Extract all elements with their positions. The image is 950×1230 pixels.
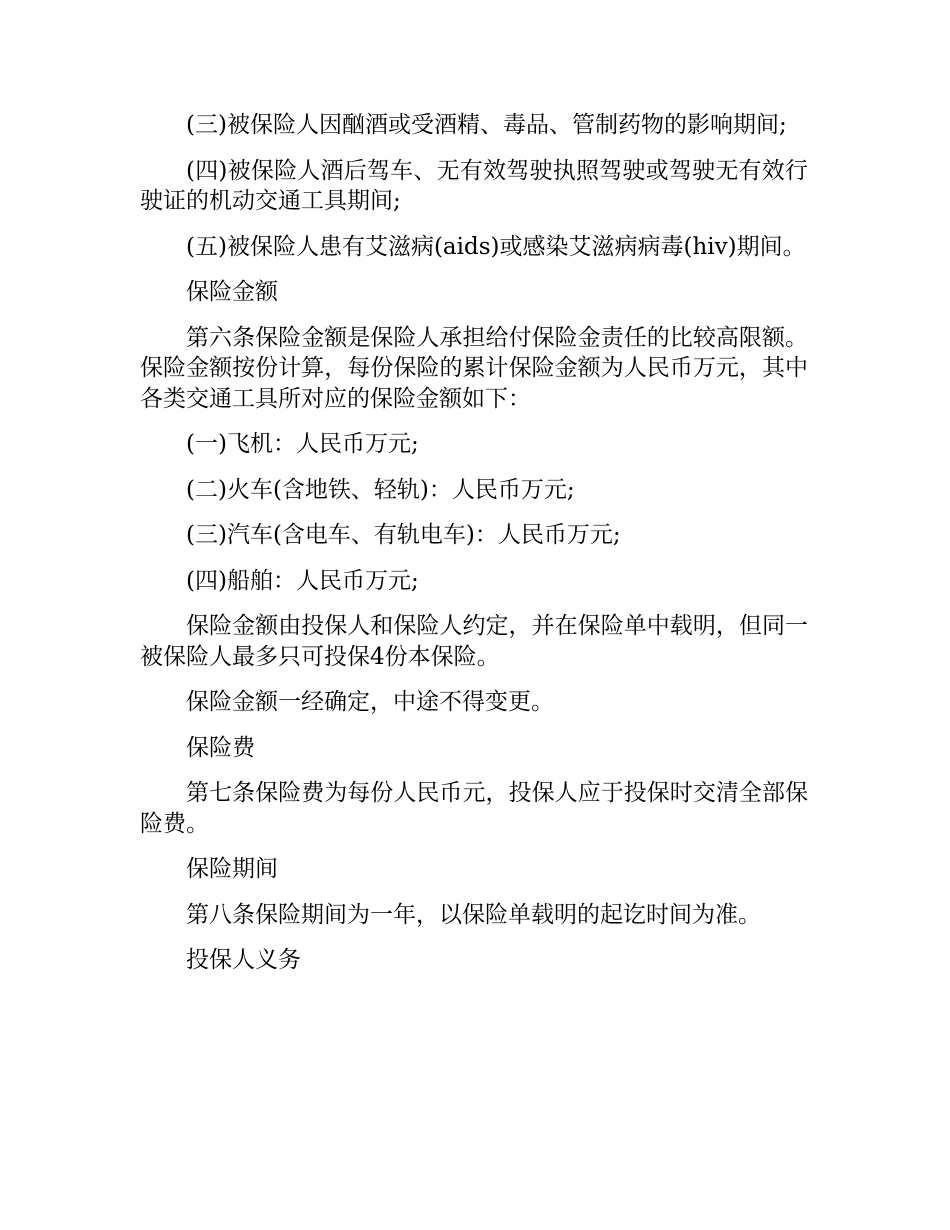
- section-heading-premium: 保险费: [186, 734, 255, 761]
- section-heading-sum-insured: 保险金额: [186, 279, 278, 305]
- list-item-airplane: (一)飞机：人民币万元;: [186, 431, 419, 457]
- article-8-text: 第八条保险期间为一年，以保险单载明的起讫时间为准。: [186, 901, 761, 928]
- list-item-car: (三)汽车(含电车、有轨电车)：人民币万元;: [186, 522, 621, 548]
- section-heading-policyholder-obligations: 投保人义务: [186, 947, 301, 973]
- list-item-train: (二)火车(含地铁、轻轨)：人民币万元;: [186, 476, 575, 503]
- clause-item-3-intoxication: (三)被保险人因酗酒或受酒精、毒品、管制药物的影响期间;: [186, 112, 787, 138]
- clause-item-5-aids: (五)被保险人患有艾滋病(aids)或感染艾滋病病毒(hiv)期间。: [186, 233, 806, 260]
- sum-insured-agreement: 保险金额由投保人和保险人约定，并在保险单中载明，但同一被保险人最多只可投保4份本保险。: [140, 613, 808, 670]
- article-7-text: 第七条保险费为每份人民币元，投保人应于投保时交清全部保险费。: [140, 780, 808, 837]
- sum-insured-fixed: 保险金额一经确定，中途不得变更。: [186, 689, 554, 715]
- document-body: [140, 110, 808, 991]
- section-heading-insurance-period: 保险期间: [186, 856, 278, 882]
- list-item-ship: (四)船舶：人民币万元;: [186, 567, 419, 594]
- article-6-text: 第六条保险金额是保险人承担给付保险金责任的比较高限额。保险金额按份计算，每份保险的累计保险金额为人民币万元，其中各类交通工具所对应的保险金额如下：: [140, 324, 808, 412]
- clause-item-4-driving: (四)被保险人酒后驾车、无有效驾驶执照驾驶或驾驶无有效行驶证的机动交通工具期间;: [140, 157, 808, 214]
